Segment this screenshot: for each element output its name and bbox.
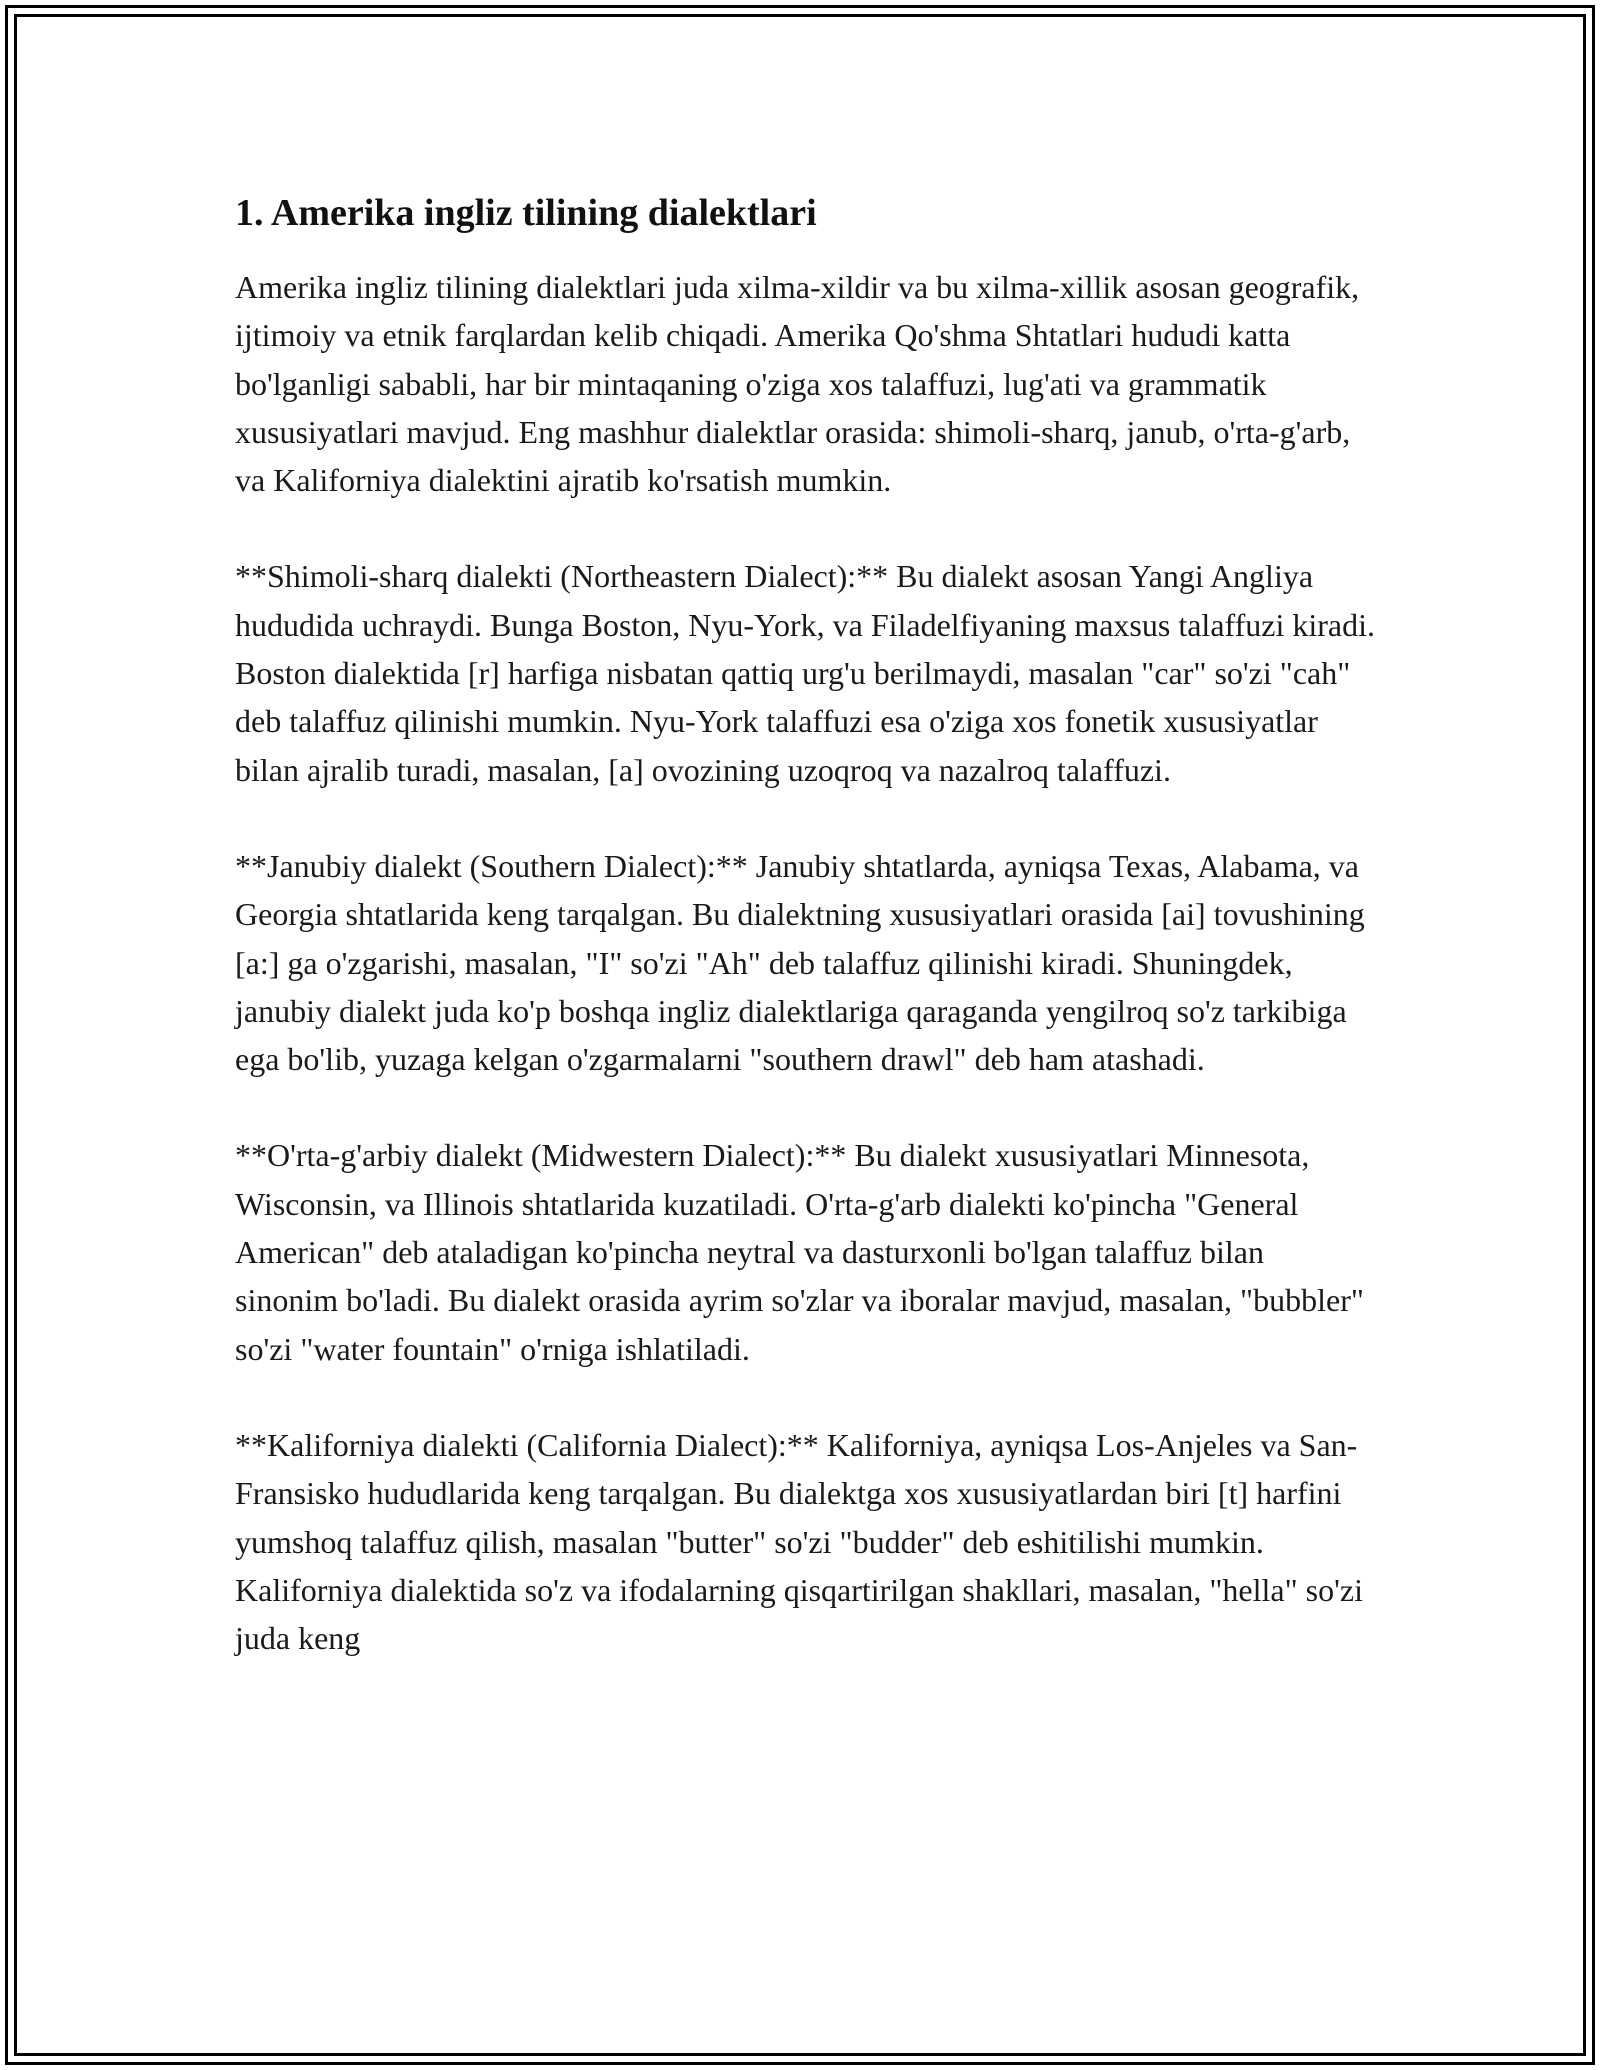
paragraph-midwestern-dialect: **O'rta-g'arbiy dialekt (Midwestern Dialect):** Bu dialekt xususiyatlari Minnesota, Wisconsin, va Illinois shtatlarida kuzatiladi. O'rta-g'arb dialekti ko'pincha "General American" deb ataladigan ko'pincha neytral va dasturxonli bo'lgan talaffuz bilan sinonim bo'ladi. Bu dialekt orasida ayrim so'zlar va iboralar mavjud, masalan, "bubbler" so'zi "water fountain" o'rniga ishlatiladi. <box>235 1137 1364 1367</box>
paragraph-southern-dialect: **Janubiy dialekt (Southern Dialect):** Janubiy shtatlarda, ayniqsa Texas, Alabama, va Georgia shtatlarida keng tarqalgan. Bu dialektning xususiyatlari orasida [ai] tovushining [a:] ga o'zgarishi, masalan, "I" so'zi "Ah" deb talaffuz qilinishi kiradi. Shuningdek, janubiy dialekt juda ko'p boshqa ingliz dialektlariga qaraganda yengilroq so'z tarkibiga ega bo'lib, yuzaga kelgan o'zgarmalarni "southern drawl" deb ham atashadi. <box>235 847 1365 1078</box>
paragraph-intro: Amerika ingliz tilining dialektlari juda xilma-xildir va bu xilma-xillik asosan geografik, ijtimoiy va etnik farqlardan kelib chiqadi. Amerika Qo'shma Shtatlari hududi katta bo'lganligi sababli, har bir mintaqaning o'ziga xos talaffuzi, lug'ati va grammatik xususiyatlari mavjud. Eng mashhur dialektlar orasida: shimoli-sharq, janub, o'rta-g'arb, va Kaliforniya dialektini ajratib ko'rsatish mumkin. <box>235 269 1360 499</box>
section-heading: 1. Amerika ingliz tilining dialektlari <box>235 192 817 234</box>
paragraph-california-dialect: **Kaliforniya dialekti (California Dialect):** Kaliforniya, ayniqsa Los-Anjeles va San-Fransisko hududlarida keng tarqalgan. Bu dialektga xos xususiyatlardan biri [t] harfini yumshoq talaffuz qilish, masalan "butter" so'zi "budder" deb eshitilishi mumkin. Kaliforniya dialektida so'z va ifodalarning qisqartirilgan shakllari, masalan, "hella" so'zi juda keng <box>235 1426 1363 1657</box>
document-body <box>235 185 1375 1710</box>
paragraph-northeastern-dialect: **Shimoli-sharq dialekti (Northeastern Dialect):** Bu dialekt asosan Yangi Angliya hududida uchraydi. Bunga Boston, Nyu-York, va Filadelfiyaning maxsus talaffuzi kiradi. Boston dialektida [r] harfiga nisbatan qattiq urg'u berilmaydi, masalan "car" so'zi "cah" deb talaffuz qilinishi mumkin. Nyu-York talaffuzi esa o'ziga xos fonetik xususiyatlar bilan ajralib turadi, masalan, [a] ovozining uzoqroq va nazalroq talaffuzi. <box>235 558 1375 788</box>
